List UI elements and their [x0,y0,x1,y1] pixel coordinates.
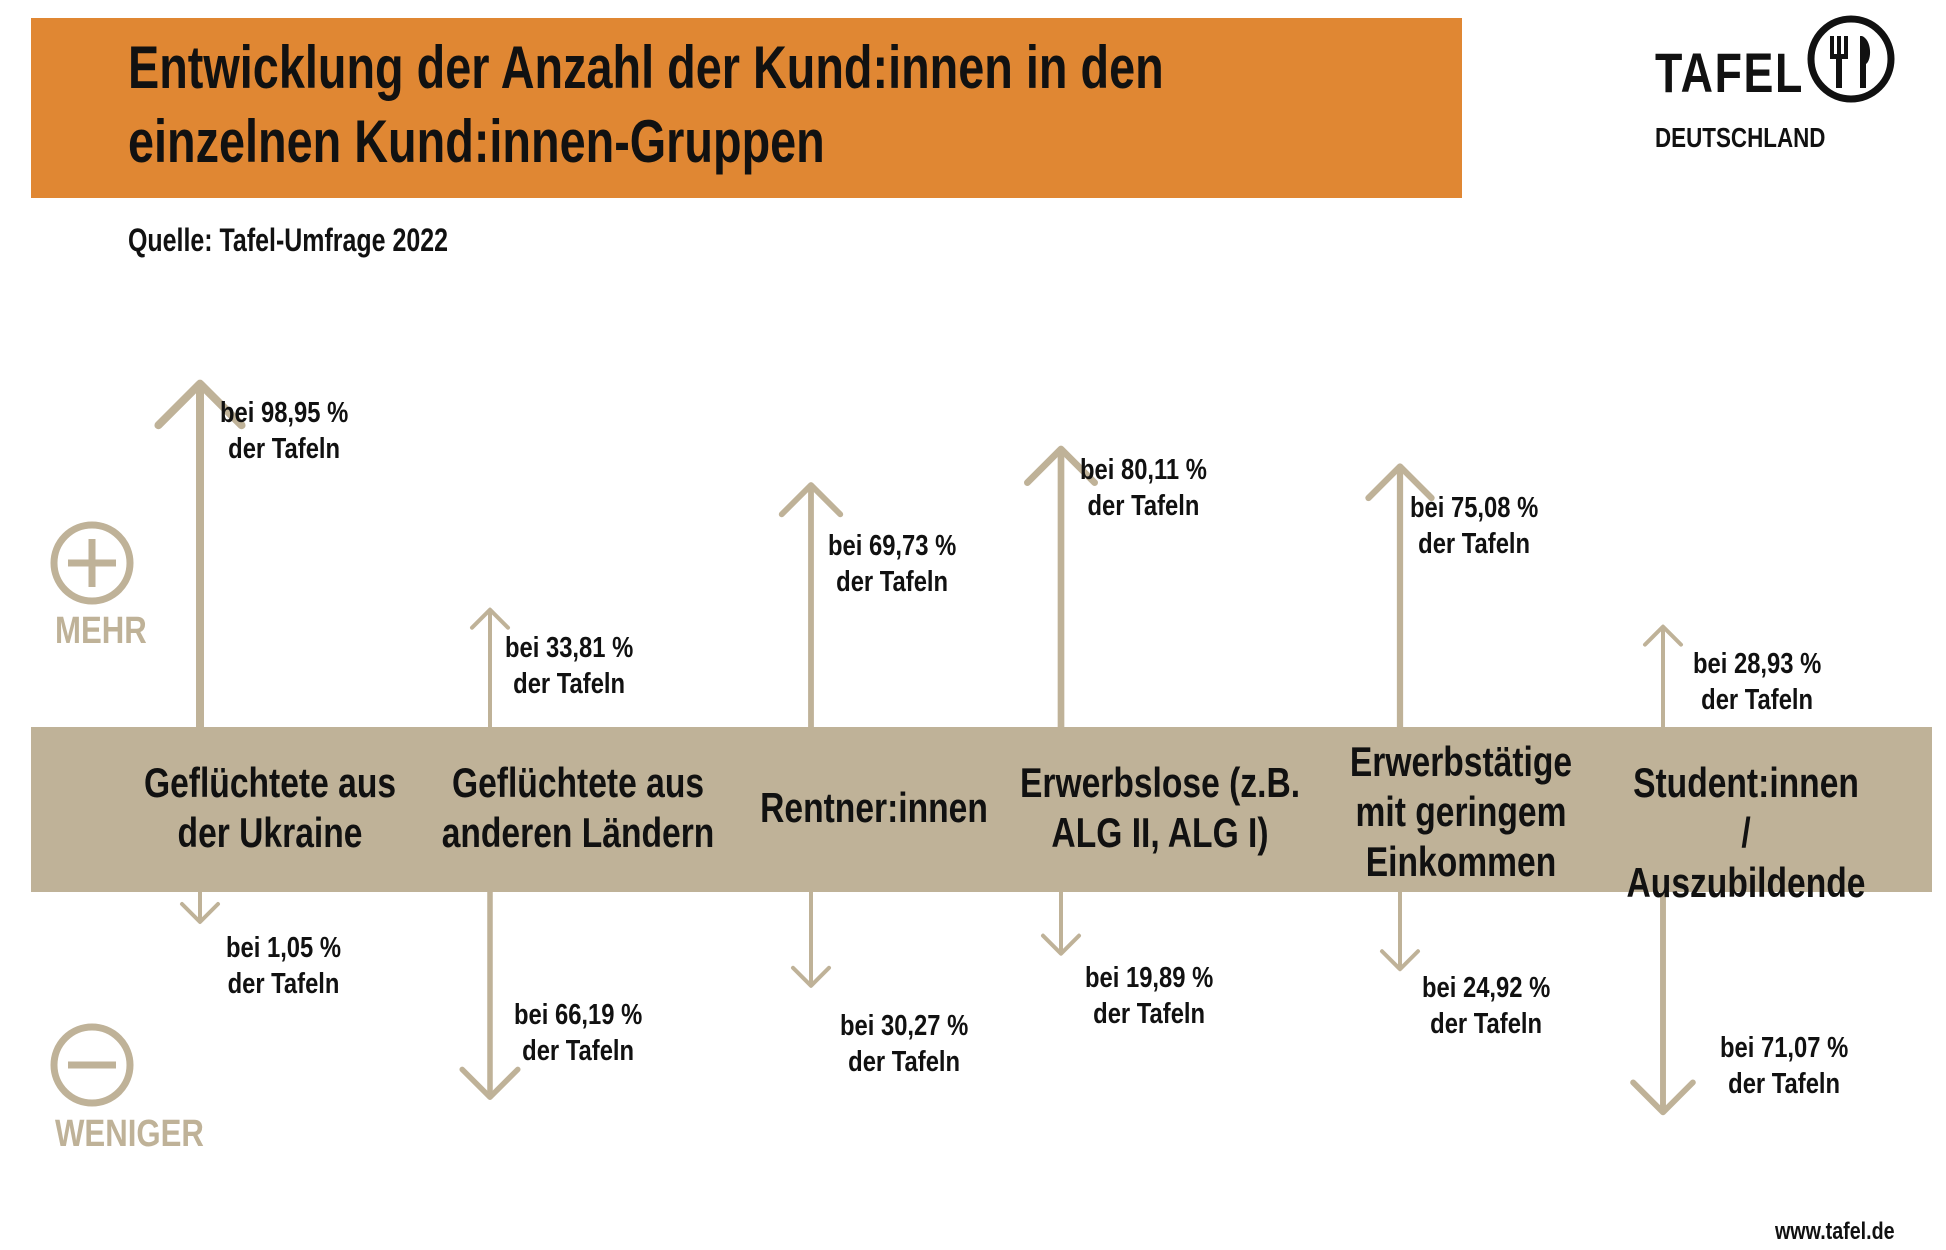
more-percent-label: bei 69,73 % der Tafeln [828,530,957,598]
category-label: Erwerbstätige mit geringem Einkommen [1349,738,1573,885]
less-arrow [1043,892,1079,954]
less-arrow [793,892,829,986]
source-note: Quelle: Tafel-Umfrage 2022 [128,222,448,258]
logo-wordmark: TAFEL [1655,41,1805,104]
more-arrow [472,610,508,727]
category-label: Student:innen / Auszubildende [1626,759,1866,906]
more-percent-label: bei 80,11 % der Tafeln [1080,454,1207,522]
chart-title-line-1: Entwicklung der Anzahl der Kund:innen in den [128,34,1164,101]
logo-subtitle: DEUTSCHLAND [1655,122,1826,153]
less-percent-label: bei 24,92 % der Tafeln [1422,972,1551,1040]
less-arrow [182,892,218,922]
chart-title-line-2: einzelnen Kund:innen-Gruppen [128,108,825,175]
legend-more-label: MEHR [55,610,147,652]
category-label: Rentner:innen [760,784,988,831]
less-arrow [1382,892,1418,969]
more-percent-label: bei 28,93 % der Tafeln [1693,648,1822,716]
more-arrow [1645,627,1681,727]
category-label: Geflüchtete aus der Ukraine [143,759,397,856]
less-percent-label: bei 66,19 % der Tafeln [514,999,643,1067]
more-percent-label: bei 98,95 % der Tafeln [220,397,349,465]
less-percent-label: bei 71,07 % der Tafeln [1720,1032,1849,1100]
less-percent-label: bei 30,27 % der Tafeln [840,1010,969,1078]
less-percent-label: bei 19,89 % der Tafeln [1085,962,1214,1030]
less-percent-label: bei 1,05 % der Tafeln [226,932,342,1000]
less-arrow [462,892,518,1097]
category-label: Geflüchtete aus anderen Ländern [441,759,715,856]
more-arrow [782,485,841,727]
less-arrow [1633,892,1693,1112]
footer-url: www.tafel.de [1775,1218,1895,1245]
legend-less-label: WENIGER [55,1113,204,1155]
more-percent-label: bei 75,08 % der Tafeln [1410,492,1539,560]
category-label: Erwerbslose (z.B. ALG II, ALG I) [1019,759,1301,856]
more-percent-label: bei 33,81 % der Tafeln [505,632,634,700]
